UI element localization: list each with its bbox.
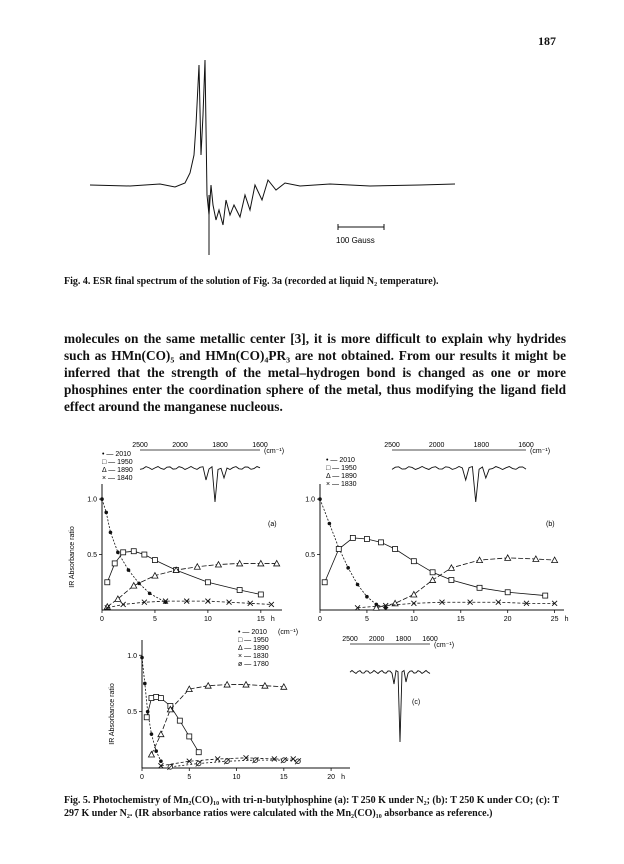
x-tick-label: 15 xyxy=(279,774,288,781)
data-point-1950-5 xyxy=(177,718,182,723)
data-point-1890-2 xyxy=(411,591,417,597)
data-point-1950-11 xyxy=(543,593,548,598)
data-point-2010-6 xyxy=(148,592,152,596)
x-tick-label: 0 xyxy=(318,616,322,623)
x-unit-label: h xyxy=(270,616,275,623)
ir-tick-label: 2500 xyxy=(132,442,148,449)
y-tick-label: 1.0 xyxy=(127,652,137,660)
ir-tick-label: 1600 xyxy=(252,442,268,449)
series-line-2010 xyxy=(142,658,161,762)
fig4-caption: Fig. 4. ESR final spectrum of the solution of Fig. 3a (recorded at liquid N₂ temperature). xyxy=(64,276,439,287)
data-point-1950-3 xyxy=(364,537,369,542)
data-point-2010-1 xyxy=(328,522,332,526)
ir-tick-label: 1800 xyxy=(395,636,412,643)
ir-tick-label: 2500 xyxy=(384,442,400,449)
data-point-1950-8 xyxy=(449,578,454,583)
fig5-caption: Fig. 5. Photochemistry of Mn₂(CO)₁₀ with tri-n-butylphosphine (a): T 250 K under N₂; (b): T 250 K under CO; (c): T 297 K under N₂. (IR absorbance ratios were calculated with the Mn₂(CO)₁₀ absorbance as reference.) xyxy=(64,795,559,819)
data-point-1950-7 xyxy=(196,750,201,755)
data-point-2010-5 xyxy=(365,595,369,599)
y-tick-label: 0.5 xyxy=(87,552,97,560)
data-point-1950-3 xyxy=(131,549,136,554)
y-tick-label: 1.0 xyxy=(305,496,315,504)
data-point-2010-3 xyxy=(116,551,120,555)
ir-tick-label: 2000 xyxy=(368,636,385,643)
data-point-1950-4 xyxy=(142,552,147,557)
data-point-2010-0 xyxy=(100,497,104,501)
ir-tick-label: 2500 xyxy=(342,636,358,643)
data-point-1780-1 xyxy=(196,760,202,766)
legend-entry: Δ — 1890 xyxy=(102,467,133,474)
legend-entry: × — 1840 xyxy=(102,475,133,482)
esr-trace xyxy=(90,60,455,225)
ir-unit-label: (cm⁻¹) xyxy=(530,448,551,455)
x-tick-label: 15 xyxy=(256,616,265,623)
x-tick-label: 15 xyxy=(456,616,465,623)
ir-spectrum-trace xyxy=(350,671,430,742)
data-point-1890-6 xyxy=(505,555,511,561)
data-point-1950-1 xyxy=(336,547,341,552)
legend-entry: □ — 1950 xyxy=(102,459,133,466)
data-point-2010-3 xyxy=(150,732,154,736)
data-point-2010-0 xyxy=(318,497,322,501)
data-point-1890-4 xyxy=(205,683,211,689)
x-tick-label: 5 xyxy=(364,616,369,623)
data-point-1950-1 xyxy=(112,561,117,566)
legend-entry: □ — 1950 xyxy=(238,637,269,644)
ir-spectrum-trace xyxy=(140,467,260,502)
y-axis-label: IR Absorbance ratio xyxy=(109,683,116,745)
x-tick-label: 5 xyxy=(187,774,192,781)
legend-entry: Δ — 1890 xyxy=(238,645,269,652)
ir-unit-label: (cm⁻¹) xyxy=(434,642,455,649)
ir-tick-label: 2000 xyxy=(172,442,188,449)
data-point-1950-7 xyxy=(430,570,435,575)
y-tick-label: 0.5 xyxy=(127,709,137,717)
data-point-1780-4 xyxy=(281,757,287,763)
x-unit-label: h xyxy=(564,616,569,623)
x-unit-label: h xyxy=(341,774,346,781)
legend-entry: • — 2010 xyxy=(102,451,131,458)
data-point-1830-2 xyxy=(411,601,416,606)
x-tick-label: 20 xyxy=(327,774,335,781)
data-point-1950-9 xyxy=(477,585,482,590)
data-point-1950-2 xyxy=(154,694,159,699)
data-point-1950-0 xyxy=(322,580,327,585)
data-point-1950-1 xyxy=(149,696,154,701)
series-line-1840 xyxy=(107,601,271,608)
legend-entry: ø — 1780 xyxy=(238,661,269,668)
data-point-2010-1 xyxy=(143,682,147,686)
data-point-1950-6 xyxy=(187,734,192,739)
legend-entry: × — 1830 xyxy=(326,481,357,488)
data-point-1890-3 xyxy=(430,577,436,583)
fig5-panel-a xyxy=(60,438,312,634)
fig5-panel-c xyxy=(100,622,455,792)
data-point-1950-9 xyxy=(258,592,263,597)
body-paragraph: molecules on the same metallic center [3], it is more difficult to explain why hydrides such as HMn(CO)₅ and HMn(CO)₄PR₃ are not obtained. From our results it might be inferred that the strength of the metal–hydrogen bond is changed as one or more phosphines enter the coordination sphere of the metal, thus modifying the ligand field effect around the manganese nucleous. xyxy=(64,331,566,414)
data-point-2010-5 xyxy=(159,759,163,763)
x-tick-label: 10 xyxy=(409,616,418,623)
esr-spectrum-figure xyxy=(90,55,470,260)
data-point-2010-0 xyxy=(140,656,144,660)
data-point-1890-0 xyxy=(148,751,154,757)
ir-tick-label: 2000 xyxy=(428,442,445,449)
data-point-2010-4 xyxy=(154,749,158,753)
data-point-1890-8 xyxy=(552,557,558,563)
legend-entry: □ — 1950 xyxy=(326,465,357,472)
data-point-2010-4 xyxy=(356,583,360,587)
legend-entry: × — 1830 xyxy=(238,653,269,660)
ir-tick-label: 1600 xyxy=(518,442,534,449)
data-point-1890-2 xyxy=(131,583,137,589)
series-line-1890 xyxy=(376,558,554,608)
data-point-1890-1 xyxy=(158,731,164,737)
x-tick-label: 20 xyxy=(503,616,512,623)
panel-label: (c) xyxy=(412,699,421,706)
data-point-1950-2 xyxy=(350,535,355,540)
data-point-1950-3 xyxy=(158,696,163,701)
y-tick-label: 1.0 xyxy=(87,496,97,504)
x-tick-label: 10 xyxy=(203,616,212,623)
data-point-1950-2 xyxy=(121,550,126,555)
data-point-1950-0 xyxy=(144,715,149,720)
gauss-scale-label: 100 Gauss xyxy=(336,236,375,245)
ir-spectrum-trace xyxy=(392,467,526,502)
data-point-1950-7 xyxy=(205,580,210,585)
data-point-1950-8 xyxy=(237,588,242,593)
x-tick-label: 5 xyxy=(152,616,157,623)
panel-label: (a) xyxy=(268,521,277,528)
x-tick-label: 0 xyxy=(140,774,144,781)
series-line-2010 xyxy=(320,499,386,608)
data-point-2010-1 xyxy=(104,511,108,515)
series-line-1890 xyxy=(151,685,283,755)
x-tick-label: 0 xyxy=(100,616,104,623)
data-point-1950-4 xyxy=(379,540,384,545)
ir-tick-label: 1800 xyxy=(212,442,228,449)
ir-unit-label: (cm⁻¹) xyxy=(264,448,285,455)
data-point-1890-5 xyxy=(477,557,483,563)
legend-entry: • — 2010 xyxy=(238,629,267,636)
x-tick-label: 10 xyxy=(232,774,241,781)
data-point-1950-5 xyxy=(393,547,398,552)
legend-entry: • — 2010 xyxy=(326,457,355,464)
panel-label: (b) xyxy=(546,521,555,528)
ir-tick-label: 1800 xyxy=(473,442,490,449)
data-point-2010-3 xyxy=(346,566,350,570)
legend-unit: (cm⁻¹) xyxy=(278,629,299,636)
data-point-1950-10 xyxy=(505,590,510,595)
y-tick-label: 0.5 xyxy=(305,552,315,560)
data-point-1780-2 xyxy=(224,758,230,764)
data-point-2010-4 xyxy=(127,568,131,572)
data-point-2010-2 xyxy=(109,531,113,535)
fig5-panel-b xyxy=(296,438,574,634)
x-tick-label: 25 xyxy=(550,616,559,623)
data-point-1950-5 xyxy=(152,558,157,563)
data-point-1950-0 xyxy=(105,580,110,585)
y-axis-label: IR Absorbance ratio xyxy=(69,526,76,588)
data-point-1950-6 xyxy=(411,559,416,564)
ir-tick-label: 1600 xyxy=(422,636,438,643)
data-point-1780-5 xyxy=(295,758,301,764)
series-line-1950 xyxy=(325,538,546,596)
page-number: 187 xyxy=(538,34,556,48)
legend-entry: Δ — 1890 xyxy=(326,473,357,480)
